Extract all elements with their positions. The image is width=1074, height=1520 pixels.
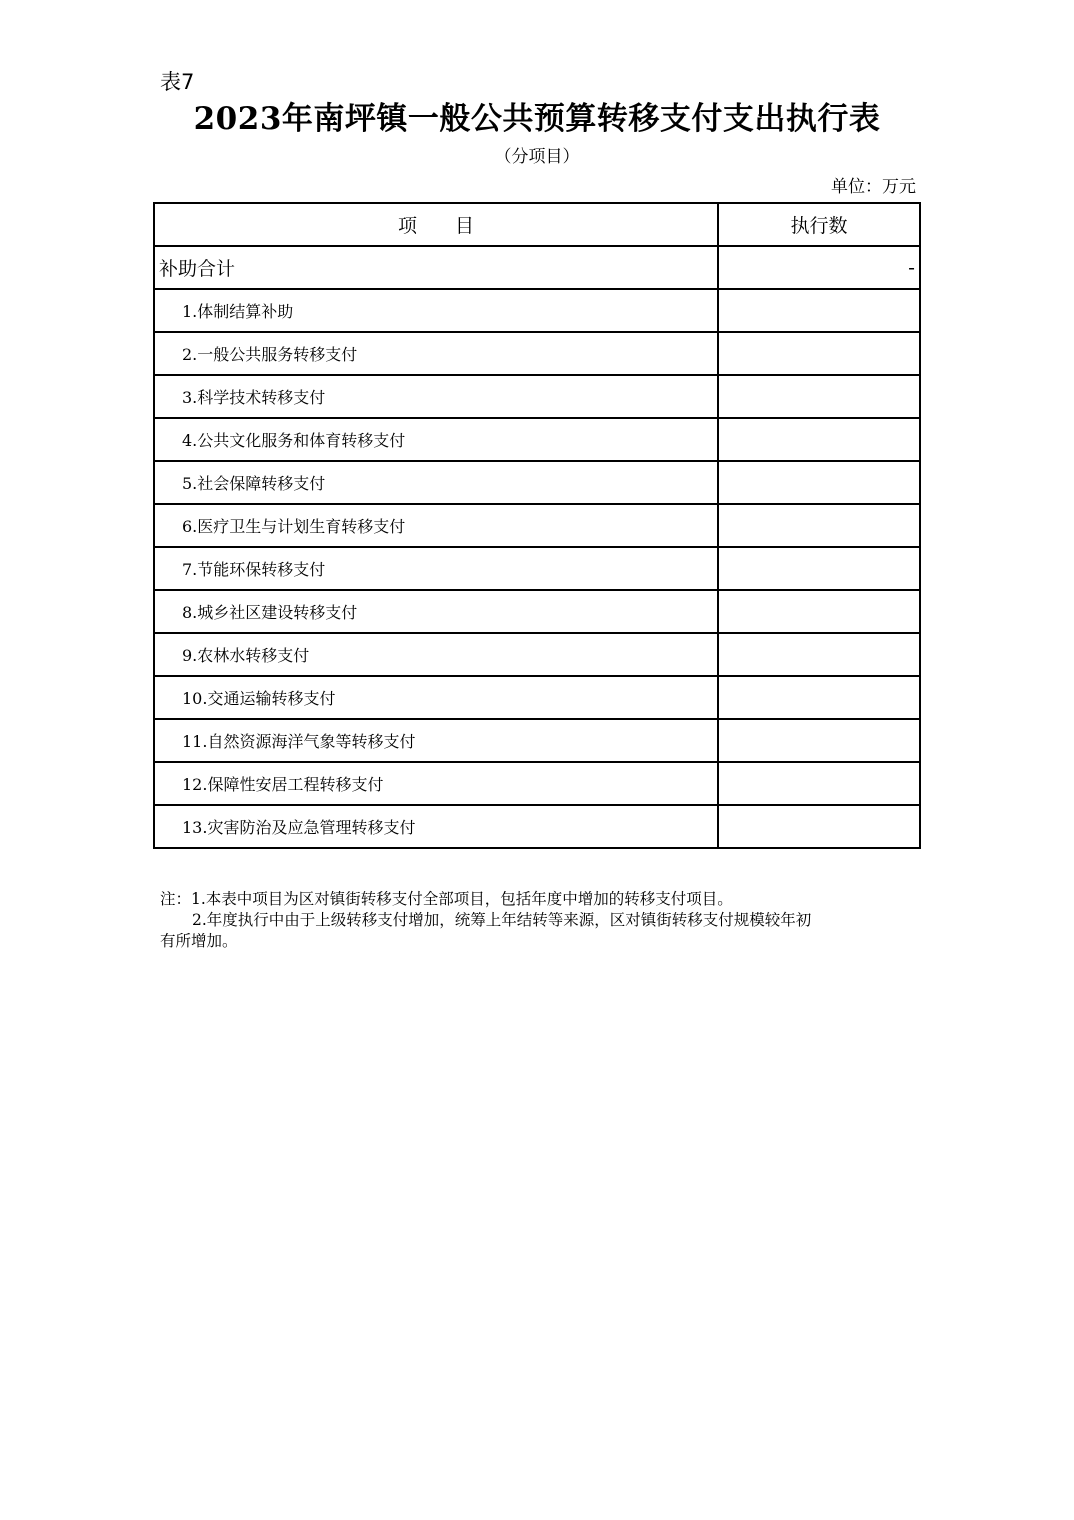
unit-label: 单位：万元 [831,177,916,197]
table-row [154,289,920,332]
table-number: 表7 [160,70,195,94]
table-row [154,418,920,461]
table-row [154,762,920,805]
row-value [718,332,920,375]
row-value [718,375,920,418]
row-label: 10.交通运输转移支付 [154,676,718,719]
row-label: 1.体制结算补助 [154,289,718,332]
row-value [718,289,920,332]
note-line-1: 注：1.本表中项目为区对镇街转移支付全部项目，包括年度中增加的转移支付项目。 [160,890,733,908]
row-label: 5.社会保障转移支付 [154,461,718,504]
table-row [154,633,920,676]
column-header-amount: 执行数 [718,203,920,246]
table-row [154,375,920,418]
column-header-item: 项目 [154,203,718,246]
table-row [154,332,920,375]
row-label: 3.科学技术转移支付 [154,375,718,418]
row-value [718,762,920,805]
row-label: 9.农林水转移支付 [154,633,718,676]
total-label: 补助合计 [154,246,718,289]
note-line-3: 有所增加。 [160,932,238,950]
row-value [718,719,920,762]
table-header-row [154,203,920,246]
note-line-2: 2.年度执行中由于上级转移支付增加，统筹上年结转等来源，区对镇街转移支付规模较年初 [192,911,812,929]
row-value [718,805,920,848]
row-value [718,590,920,633]
table-row [154,676,920,719]
row-label: 8.城乡社区建设转移支付 [154,590,718,633]
table-row [154,805,920,848]
row-label: 12.保障性安居工程转移支付 [154,762,718,805]
row-label: 2.一般公共服务转移支付 [154,332,718,375]
row-value [718,418,920,461]
page-title: 2023年南坪镇一般公共预算转移支付支出执行表 [193,101,881,137]
table-row [154,547,920,590]
table-row [154,719,920,762]
row-value [718,633,920,676]
row-value [718,461,920,504]
transfer-payment-table [153,202,921,849]
row-label: 7.节能环保转移支付 [154,547,718,590]
row-label: 13.灾害防治及应急管理转移支付 [154,805,718,848]
row-value [718,504,920,547]
total-value: - [718,246,920,289]
subtitle: （分项目） [494,147,580,167]
total-row [154,246,920,289]
row-value [718,676,920,719]
table-row [154,504,920,547]
row-label: 11.自然资源海洋气象等转移支付 [154,719,718,762]
notes [160,889,920,952]
table-row [154,461,920,504]
row-label: 6.医疗卫生与计划生育转移支付 [154,504,718,547]
table-row [154,590,920,633]
row-value [718,547,920,590]
row-label: 4.公共文化服务和体育转移支付 [154,418,718,461]
